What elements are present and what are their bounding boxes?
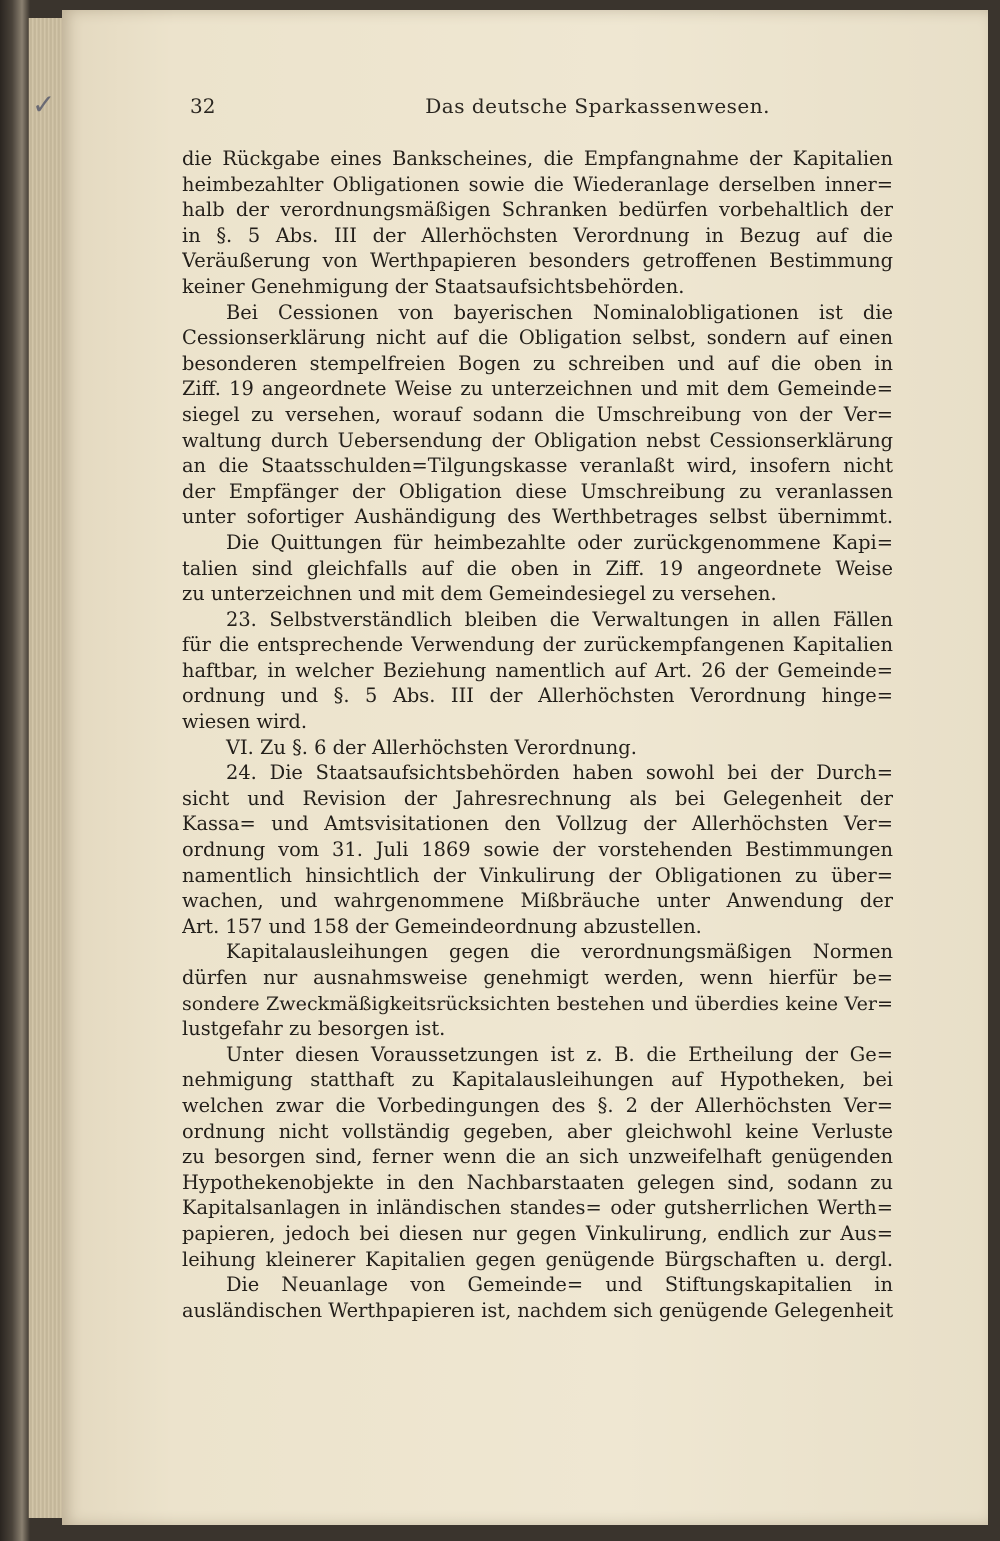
page-number: 32 — [190, 94, 216, 118]
text-line: sondere Zweckmäßigkeitsrücksichten bestehen und überdies keine Ver= — [182, 991, 893, 1015]
text-line: 23. Selbstverständlich bleiben die Verwaltungen in allen Fällen — [226, 607, 893, 631]
text-line: in §. 5 Abs. III der Allerhöchsten Verordnung in Bezug auf die — [182, 223, 893, 247]
text-line: zu besorgen sind, ferner wenn die an sich unzweifelhaft genügenden — [182, 1145, 893, 1169]
text-line: ordnung und §. 5 Abs. III der Allerhöchsten Verordnung hinge= — [182, 684, 893, 708]
text-line: papieren, jedoch bei diesen nur gegen Vinkulirung, endlich zur Aus= — [182, 1221, 893, 1245]
text-line: ausländischen Werthpapieren ist, nachdem sich genügende Gelegenheit — [182, 1298, 893, 1322]
text-line: Art. 157 und 158 der Gemeindeordnung abzustellen. — [182, 914, 702, 938]
text-line: keiner Genehmigung der Staatsaufsichtsbehörden. — [182, 274, 685, 298]
text-line: die Rückgabe eines Bankscheines, die Empfangnahme der Kapitalien — [182, 147, 893, 170]
running-head: Das deutsche Sparkassenwesen. — [425, 94, 770, 118]
text-line: Kapitalsanlagen in inländischen standes= oder gutsherrlichen Werth= — [182, 1196, 893, 1220]
page-header — [190, 94, 770, 124]
text-line: sicht und Revision der Jahresrechnung als bei Gelegenheit der — [182, 786, 893, 810]
text-line: Unter diesen Voraussetzungen ist z. B. die Ertheilung der Ge= — [226, 1042, 893, 1066]
text-line: halb der verordnungsmäßigen Schranken bedürfen vorbehaltlich der — [182, 198, 893, 222]
text-line: waltung durch Uebersendung der Obligation nebst Cessionserklärung — [182, 428, 893, 452]
text-line: Ziff. 19 angeordnete Weise zu unterzeichnen und mit dem Gemeinde= — [182, 377, 893, 401]
text-line: Die Quittungen für heimbezahlte oder zurückgenommene Kapi= — [226, 530, 893, 554]
text-line: lustgefahr zu besorgen ist. — [182, 1017, 446, 1041]
text-line: talien sind gleichfalls auf die oben in Ziff. 19 angeordnete Weise — [182, 556, 893, 580]
text-line: zu unterzeichnen und mit dem Gemeindesiegel zu versehen. — [182, 582, 777, 606]
text-line: der Empfänger der Obligation diese Umschreibung zu veranlassen — [182, 479, 893, 503]
text-line: 24. Die Staatsaufsichtsbehörden haben sowohl bei der Durch= — [226, 761, 893, 785]
text-line: Veräußerung von Werthpapieren besonders getroffenen Bestimmung — [182, 249, 893, 273]
text-line: dürfen nur ausnahmsweise genehmigt werden, wenn hierfür be= — [182, 966, 893, 989]
text-line: Die Neuanlage von Gemeinde= und Stiftungskapitalien in — [226, 1273, 893, 1297]
text-line: Kassa= und Amtsvisitationen den Vollzug der Allerhöchsten Ver= — [182, 812, 893, 836]
text-line: wiesen wird. — [182, 710, 307, 734]
text-line: siegel zu versehen, worauf sodann die Umschreibung von der Ver= — [182, 402, 893, 426]
body-text — [182, 146, 893, 1323]
section-heading: VI. Zu §. 6 der Allerhöchsten Verordnung. — [226, 735, 637, 759]
text-line: wachen, und wahrgenommene Mißbräuche unter Anwendung der — [182, 889, 893, 913]
text-line: welchen zwar die Vorbedingungen des §. 2 der Allerhöchsten Ver= — [182, 1093, 893, 1117]
pencil-mark-icon: ✓ — [32, 88, 56, 121]
text-line: namentlich hinsichtlich der Vinkulirung der Obligationen zu über= — [182, 863, 893, 887]
text-line: Bei Cessionen von bayerischen Nominalobligationen ist die — [226, 300, 893, 324]
text-line: ordnung vom 31. Juli 1869 sowie der vorstehenden Bestimmungen — [182, 838, 893, 862]
text-line: Hypothekenobjekte in den Nachbarstaaten gelegen sind, sodann zu — [182, 1170, 893, 1194]
text-line: für die entsprechende Verwendung der zurückempfangenen Kapitalien — [182, 633, 893, 657]
text-line: besonderen stempelfreien Bogen zu schreiben und auf die oben in — [182, 351, 893, 375]
text-line: leihung kleinerer Kapitalien gegen genügende Bürgschaften u. dergl. — [182, 1247, 893, 1271]
text-line: heimbezahlter Obligationen sowie die Wiederanlage derselben inner= — [182, 172, 893, 196]
text-line: nehmigung statthaft zu Kapitalausleihungen auf Hypotheken, bei — [182, 1068, 893, 1092]
text-line: Cessionserklärung nicht auf die Obligation selbst, sondern auf einen — [182, 326, 893, 350]
text-line: ordnung nicht vollständig gegeben, aber gleichwohl keine Verluste — [182, 1119, 893, 1143]
text-line: Kapitalausleihungen gegen die verordnungsmäßigen Normen — [226, 940, 893, 964]
text-line: an die Staatsschulden=Tilgungskasse veranlaßt wird, insofern nicht — [182, 454, 893, 478]
text-line: haftbar, in welcher Beziehung namentlich auf Art. 26 der Gemeinde= — [182, 658, 893, 682]
text-line: unter sofortiger Aushändigung des Werthbetrages selbst übernimmt. — [182, 505, 893, 529]
